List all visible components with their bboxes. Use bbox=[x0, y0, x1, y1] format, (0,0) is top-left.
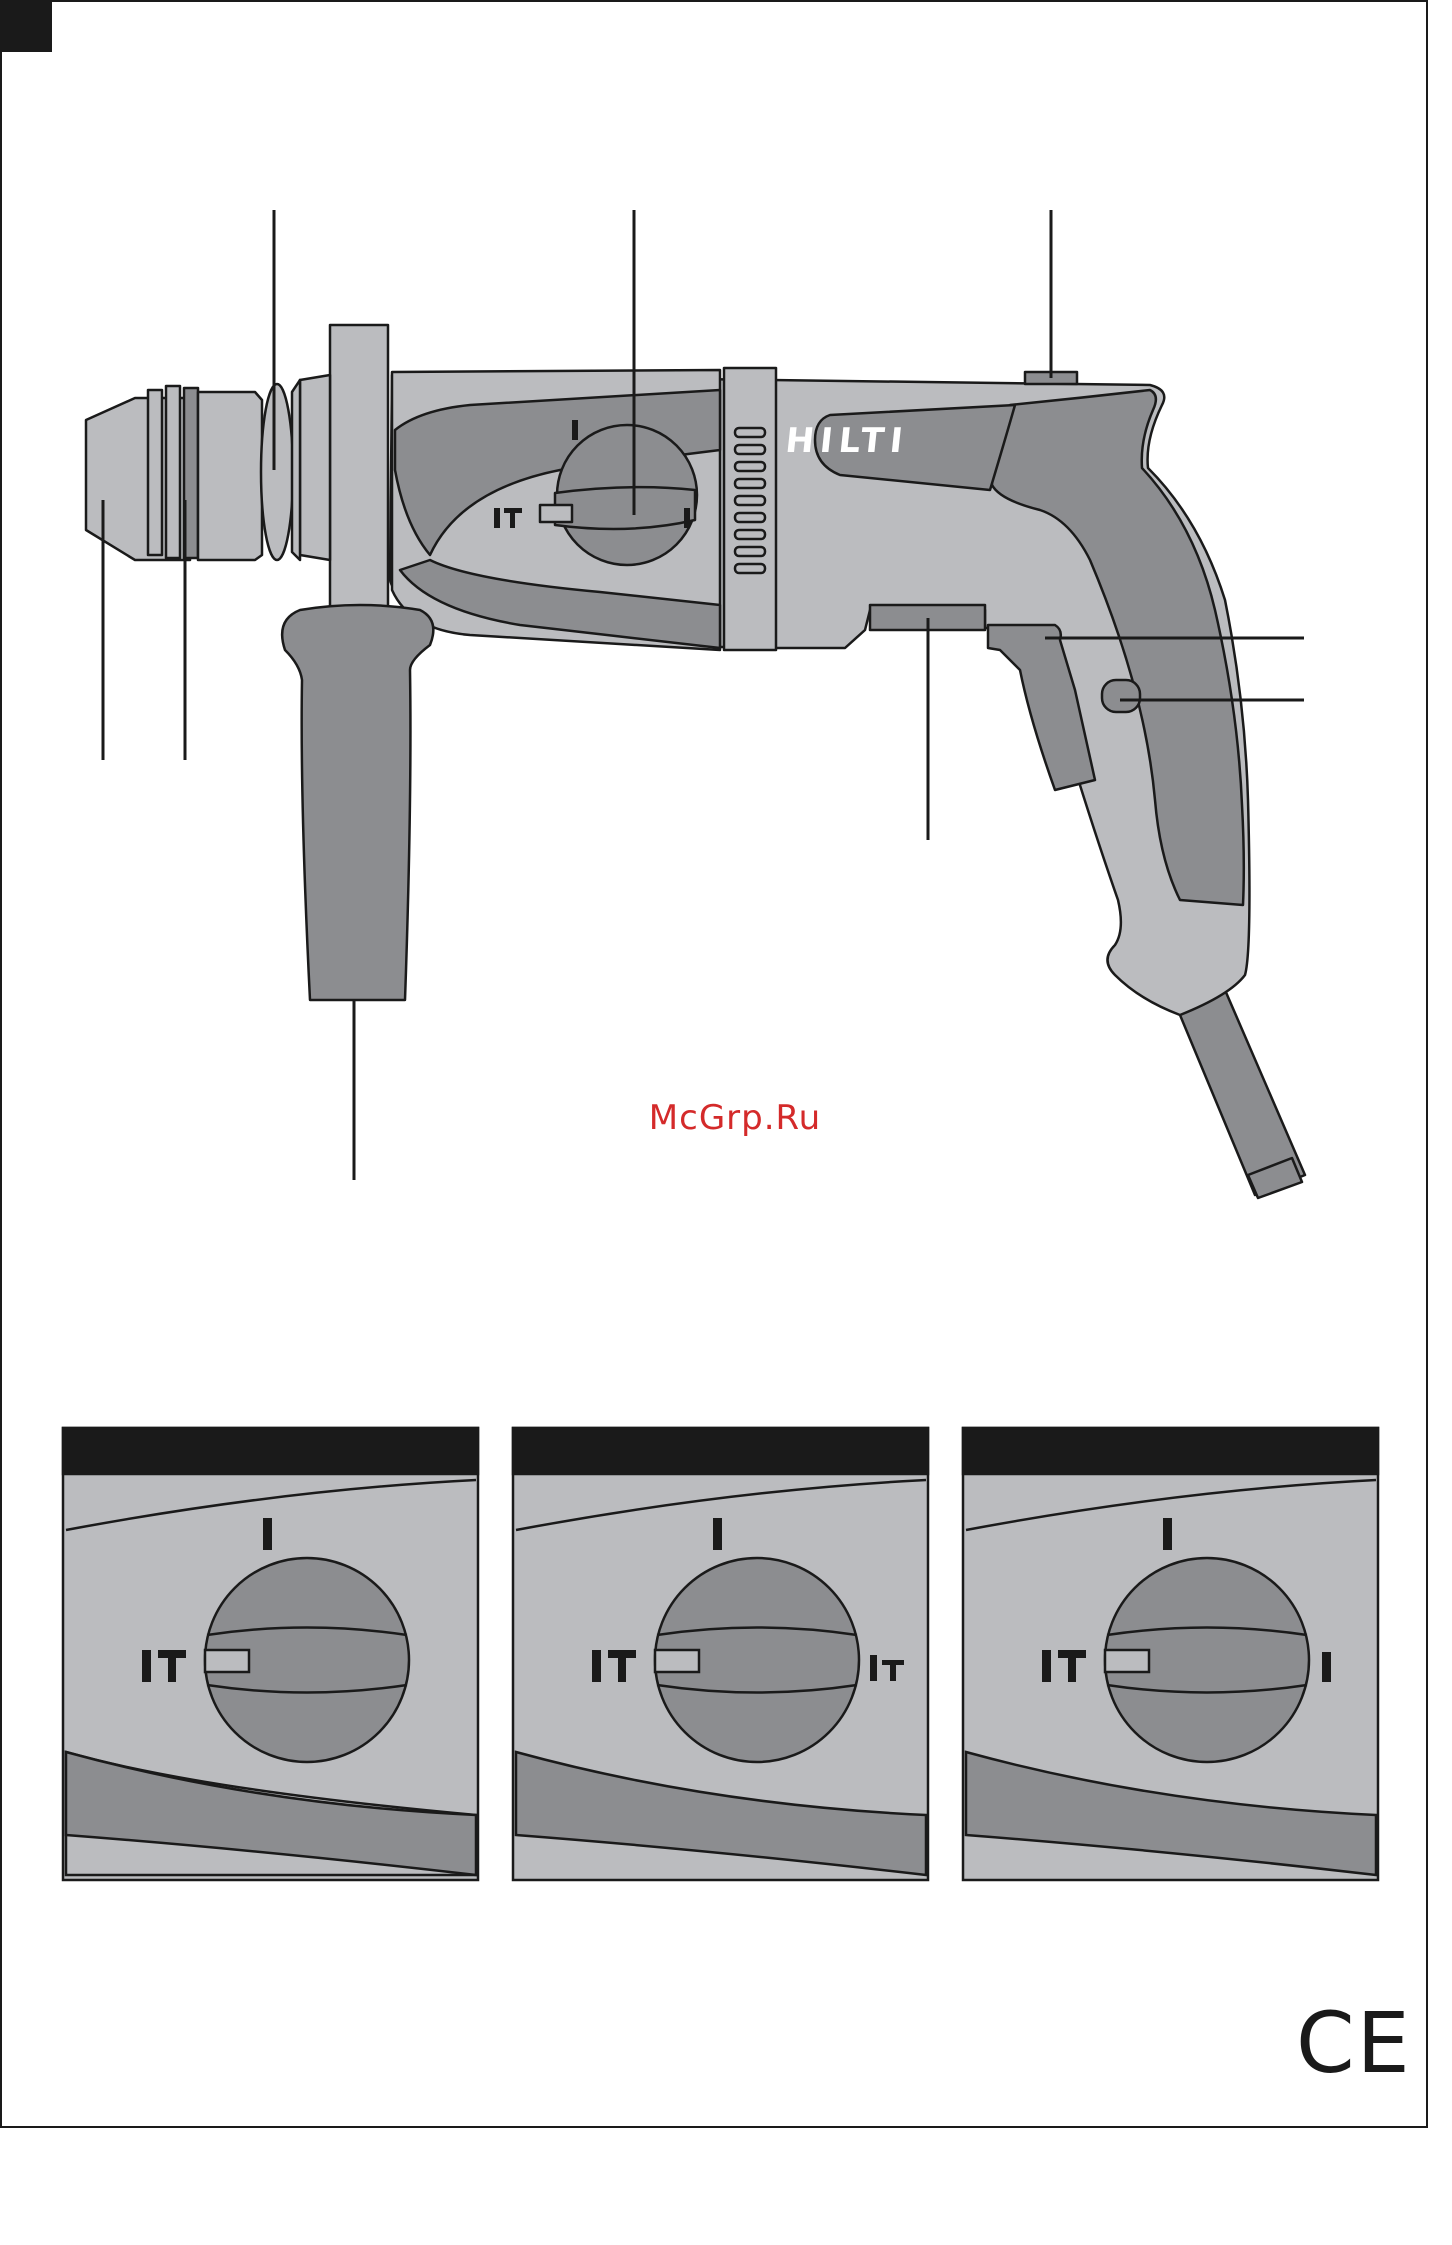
chisel-icon bbox=[684, 508, 690, 528]
chuck-ring-2 bbox=[166, 386, 180, 558]
dust-cap bbox=[261, 384, 293, 560]
drill-icon bbox=[1163, 1518, 1172, 1550]
hammer-drill-icon bbox=[592, 1650, 601, 1682]
mode-panel-1 bbox=[63, 1428, 478, 1880]
drill-icon bbox=[572, 420, 578, 440]
lock-button bbox=[1102, 680, 1140, 712]
hammer-drill-small-icon bbox=[870, 1655, 877, 1681]
dial-lever bbox=[555, 487, 695, 529]
hilti-logo: HILTI bbox=[783, 421, 911, 461]
vent-section bbox=[724, 368, 776, 650]
drill-small-icon bbox=[1322, 1652, 1331, 1682]
collar-ring bbox=[300, 375, 330, 560]
drill-icon bbox=[713, 1518, 722, 1550]
side-handle-collar bbox=[330, 325, 388, 615]
drill-icon bbox=[263, 1518, 272, 1550]
mode-panel-2 bbox=[513, 1428, 928, 1880]
side-handle-grip bbox=[282, 605, 433, 1000]
vent-slots bbox=[735, 428, 765, 573]
hammer-drill-icon bbox=[142, 1650, 151, 1682]
hammer-drill-icon bbox=[1042, 1650, 1051, 1682]
chuck-neck bbox=[292, 380, 300, 560]
ce-mark: CE bbox=[1296, 1994, 1412, 2092]
chuck-body bbox=[198, 392, 262, 560]
watermark-text: McGrp.Ru bbox=[648, 1098, 822, 1138]
chuck-ring-1 bbox=[148, 390, 162, 555]
mode-panel-3 bbox=[963, 1428, 1378, 1880]
dial-indicator bbox=[540, 505, 572, 522]
power-cord bbox=[1180, 990, 1305, 1198]
